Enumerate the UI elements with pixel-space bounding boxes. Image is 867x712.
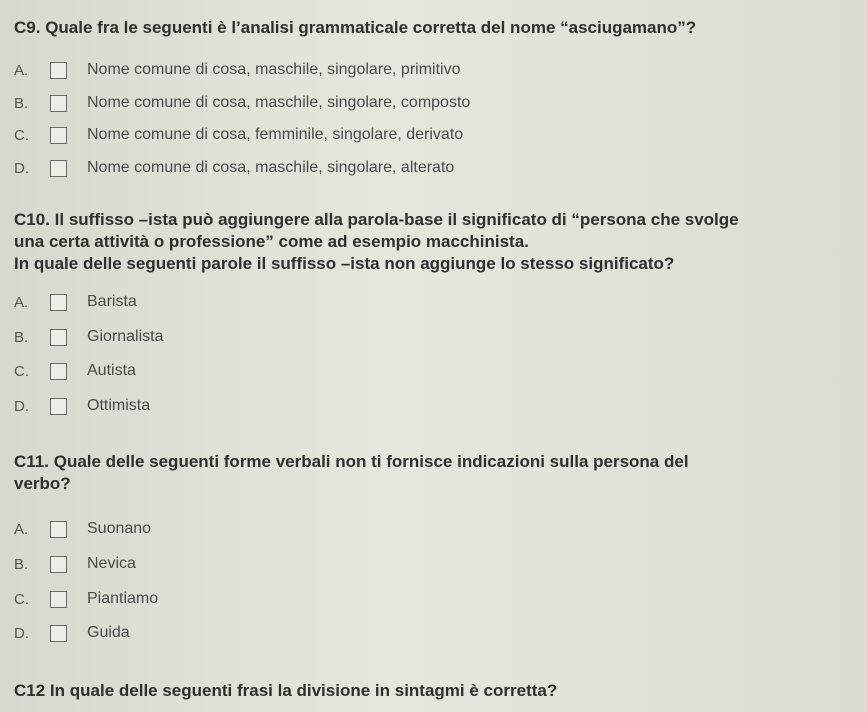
question-c12	[14, 680, 854, 702]
option-letter: D.	[14, 397, 29, 415]
checkbox[interactable]	[50, 329, 67, 346]
question-line: Il suffisso –ista può aggiungere alla parola-base il significato di “persona che svolge	[54, 210, 739, 229]
option-letter: C.	[14, 126, 29, 144]
checkbox[interactable]	[50, 127, 67, 144]
checkbox[interactable]	[50, 556, 67, 573]
question-number: C9.	[14, 18, 41, 37]
option-label: Piantiamo	[87, 590, 159, 607]
question-number: C10.	[14, 210, 50, 229]
checkbox[interactable]	[50, 363, 67, 380]
option-label: Nevica	[87, 555, 136, 572]
option-label: Suonano	[87, 520, 152, 537]
checkbox[interactable]	[50, 62, 67, 79]
option-label: Nome comune di cosa, femminile, singolare, derivato	[87, 126, 464, 143]
option-letter: B.	[14, 94, 29, 112]
question-c9	[14, 17, 854, 39]
option-letter: D.	[14, 624, 29, 642]
option-c10-b[interactable]	[14, 322, 163, 352]
option-letter: C.	[14, 362, 29, 380]
question-number: C12	[14, 681, 46, 700]
checkbox[interactable]	[50, 625, 67, 642]
option-c9-b[interactable]	[14, 88, 470, 118]
checkbox[interactable]	[50, 521, 67, 538]
option-c10-a[interactable]	[14, 287, 137, 317]
question-c9-text	[14, 17, 854, 39]
question-line: In quale delle seguenti parole il suffisso –ista non aggiunge lo stesso significato?	[14, 254, 675, 273]
question-c11	[14, 451, 854, 495]
option-label: Autista	[87, 362, 136, 379]
question-c12-text	[14, 680, 854, 702]
option-c10-d[interactable]	[14, 391, 150, 421]
question-line: Quale fra le seguenti è l’analisi grammaticale corretta del nome “asciugamano”?	[45, 18, 697, 37]
option-c11-c[interactable]	[14, 584, 158, 614]
option-label: Nome comune di cosa, maschile, singolare, alterato	[87, 159, 455, 176]
question-line: In quale delle seguenti frasi la divisione in sintagmi è corretta?	[49, 681, 558, 700]
option-c11-d[interactable]	[14, 618, 130, 648]
option-label: Barista	[87, 293, 137, 310]
option-c11-b[interactable]	[14, 549, 136, 579]
option-label: Nome comune di cosa, maschile, singolare, composto	[87, 94, 471, 111]
checkbox[interactable]	[50, 398, 67, 415]
option-c9-d[interactable]	[14, 153, 454, 183]
question-number: C11.	[14, 452, 49, 471]
option-label: Ottimista	[87, 397, 151, 414]
option-letter: C.	[14, 590, 29, 608]
option-letter: A.	[14, 293, 29, 311]
question-line: verbo?	[14, 474, 71, 493]
checkbox[interactable]	[50, 591, 67, 608]
question-c10-text	[14, 209, 854, 275]
option-c10-c[interactable]	[14, 356, 136, 386]
checkbox[interactable]	[50, 160, 67, 177]
question-line: Quale delle seguenti forme verbali non ti fornisce indicazioni sulla persona del	[53, 452, 689, 471]
option-letter: A.	[14, 61, 29, 79]
option-label: Giornalista	[87, 328, 164, 345]
option-c11-a[interactable]	[14, 514, 151, 544]
option-c9-a[interactable]	[14, 55, 460, 85]
option-letter: B.	[14, 555, 29, 573]
option-label: Guida	[87, 624, 130, 641]
checkbox[interactable]	[50, 95, 67, 112]
option-letter: D.	[14, 159, 29, 177]
option-letter: B.	[14, 328, 29, 346]
question-c11-text	[14, 451, 854, 495]
question-line: una certa attività o professione” come ad esempio macchinista.	[14, 232, 529, 251]
option-label: Nome comune di cosa, maschile, singolare, primitivo	[87, 61, 461, 78]
option-c9-c[interactable]	[14, 120, 463, 150]
question-c10	[14, 209, 854, 275]
option-letter: A.	[14, 520, 29, 538]
checkbox[interactable]	[50, 294, 67, 311]
